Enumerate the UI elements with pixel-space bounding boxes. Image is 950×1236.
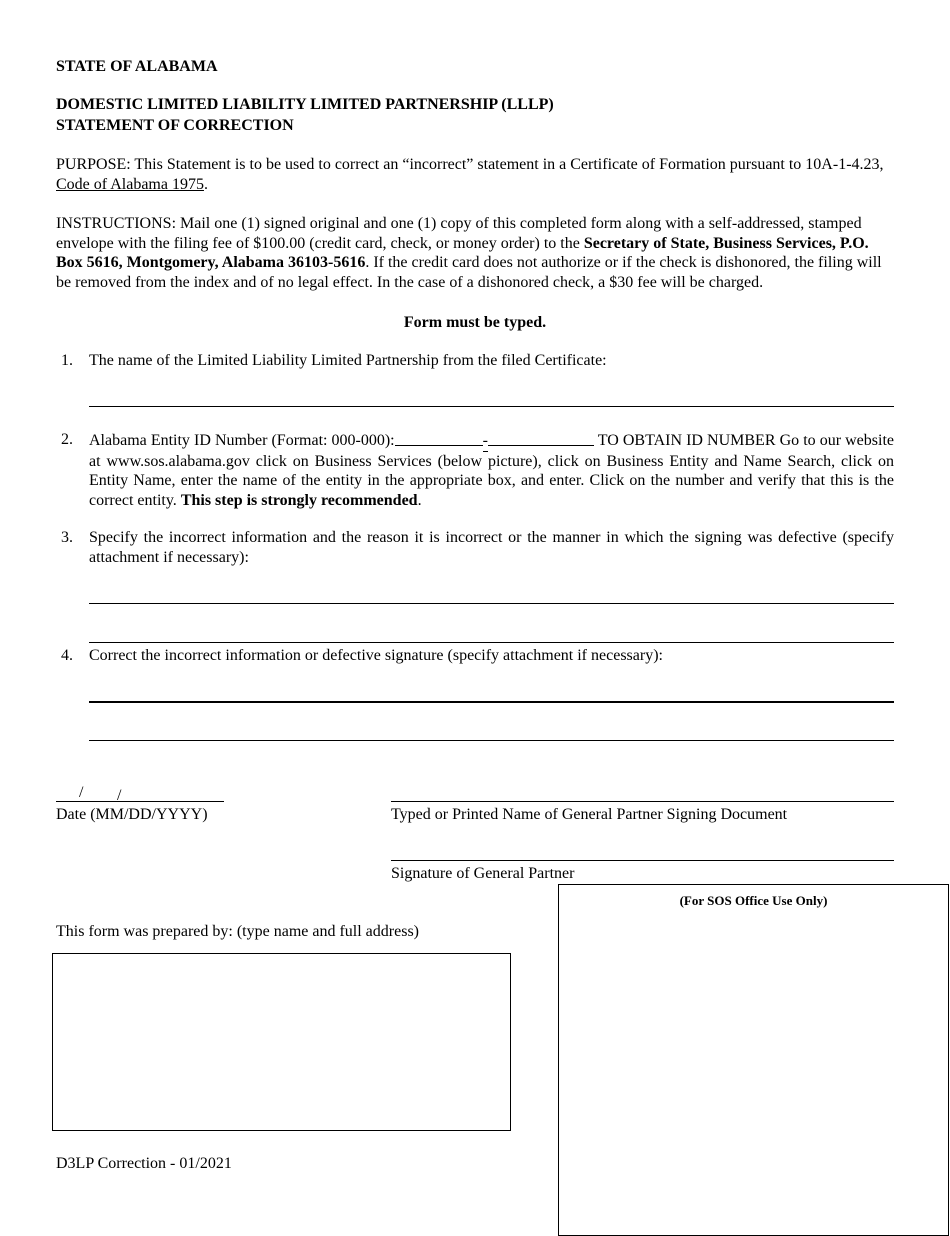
incorrect-info-line-1[interactable] (89, 603, 894, 604)
item-3-label: Specify the incorrect information and the reason it is incorrect or the manner in which the signing was defective (specify attachment if necessary): (89, 529, 894, 566)
item-2-number: 2. (61, 431, 73, 448)
partner-name-field[interactable] (391, 801, 894, 802)
purpose-paragraph: PURPOSE: This Statement is to be used to correct an “incorrect” statement in a Certificate of Formation pursuant to 10A-1-4.23, Code of Alabama 1975. (56, 156, 884, 193)
item-4-label: Correct the incorrect information or defective signature (specify attachment if necessary): (89, 647, 663, 664)
signature-field[interactable] (391, 860, 894, 861)
date-slash-2: / (117, 787, 122, 804)
entity-id-dash: - (483, 431, 488, 452)
state-title: STATE OF ALABAMA (56, 58, 218, 75)
item-1-number: 1. (61, 352, 73, 369)
mailing-address: Secretary of State, Business Services, P.O. Box 5616, Montgomery, Alabama 36103-5616 (56, 234, 869, 271)
date-label: Date (MM/DD/YYYY) (56, 806, 208, 823)
recommended-notice: This step is strongly recommended (180, 491, 418, 509)
preparer-address-box[interactable] (52, 953, 511, 1131)
partnership-name-field[interactable] (89, 406, 894, 407)
instructions-paragraph: INSTRUCTIONS: Mail one (1) signed original and one (1) copy of this completed form along with a self-addressed, stamped envelope with the filing fee of $100.00 (credit card, check, or money order) to the Secretary of State, Business Services, P.O. Box 5616, Montgomery, Alabama 36103-5616. If the credit card does not authorize or if the check is dishonored, the filing will be removed from the index and of no legal effect. In the case of a dishonored check, a $30 fee will be charged. (56, 215, 882, 291)
date-field[interactable] (56, 801, 224, 802)
item-1-label: The name of the Limited Liability Limited Partnership from the filed Certificate: (89, 352, 607, 369)
signature-label: Signature of General Partner (391, 865, 575, 882)
correction-line-1[interactable] (89, 701, 894, 703)
entity-id-label: Alabama Entity ID Number (Format: 000-000): (89, 432, 395, 449)
date-slash-1: / (79, 784, 84, 801)
office-use-box (558, 884, 949, 1236)
entity-id-part1-field[interactable] (395, 430, 483, 446)
office-use-label: (For SOS Office Use Only) (679, 893, 828, 908)
form-subtitle: STATEMENT OF CORRECTION (56, 117, 294, 134)
entity-id-part2-field[interactable] (488, 430, 594, 446)
form-id: D3LP Correction - 01/2021 (56, 1155, 232, 1172)
code-of-alabama: Code of Alabama 1975 (56, 175, 204, 193)
incorrect-info-line-2[interactable] (89, 642, 894, 643)
preparer-label: This form was prepared by: (type name and full address) (56, 923, 419, 940)
item-2-paragraph: Alabama Entity ID Number (Format: 000-000): - TO OBTAIN ID NUMBER Go to our website at www.sos.alabama.gov click on Business Services (below picture), click on Business Entity and Name Search, click on Entity Name, enter the name of the entity in the appropriate box, and enter. Click on the number and verify that this is the correct entity. This step is strongly recommended. (89, 432, 895, 509)
correction-line-2[interactable] (89, 740, 894, 741)
purpose-text: PURPOSE: This Statement is to be used to correct an “incorrect” statement in a Certificate of Formation pursuant to 10A-1-4.23, (56, 156, 884, 173)
typed-notice: Form must be typed. (403, 314, 547, 331)
partner-name-label: Typed or Printed Name of General Partner Signing Document (391, 806, 788, 823)
item-3-number: 3. (61, 529, 73, 546)
item-4-number: 4. (61, 647, 73, 664)
form-title: DOMESTIC LIMITED LIABILITY LIMITED PARTNERSHIP (LLLP) (56, 96, 554, 113)
